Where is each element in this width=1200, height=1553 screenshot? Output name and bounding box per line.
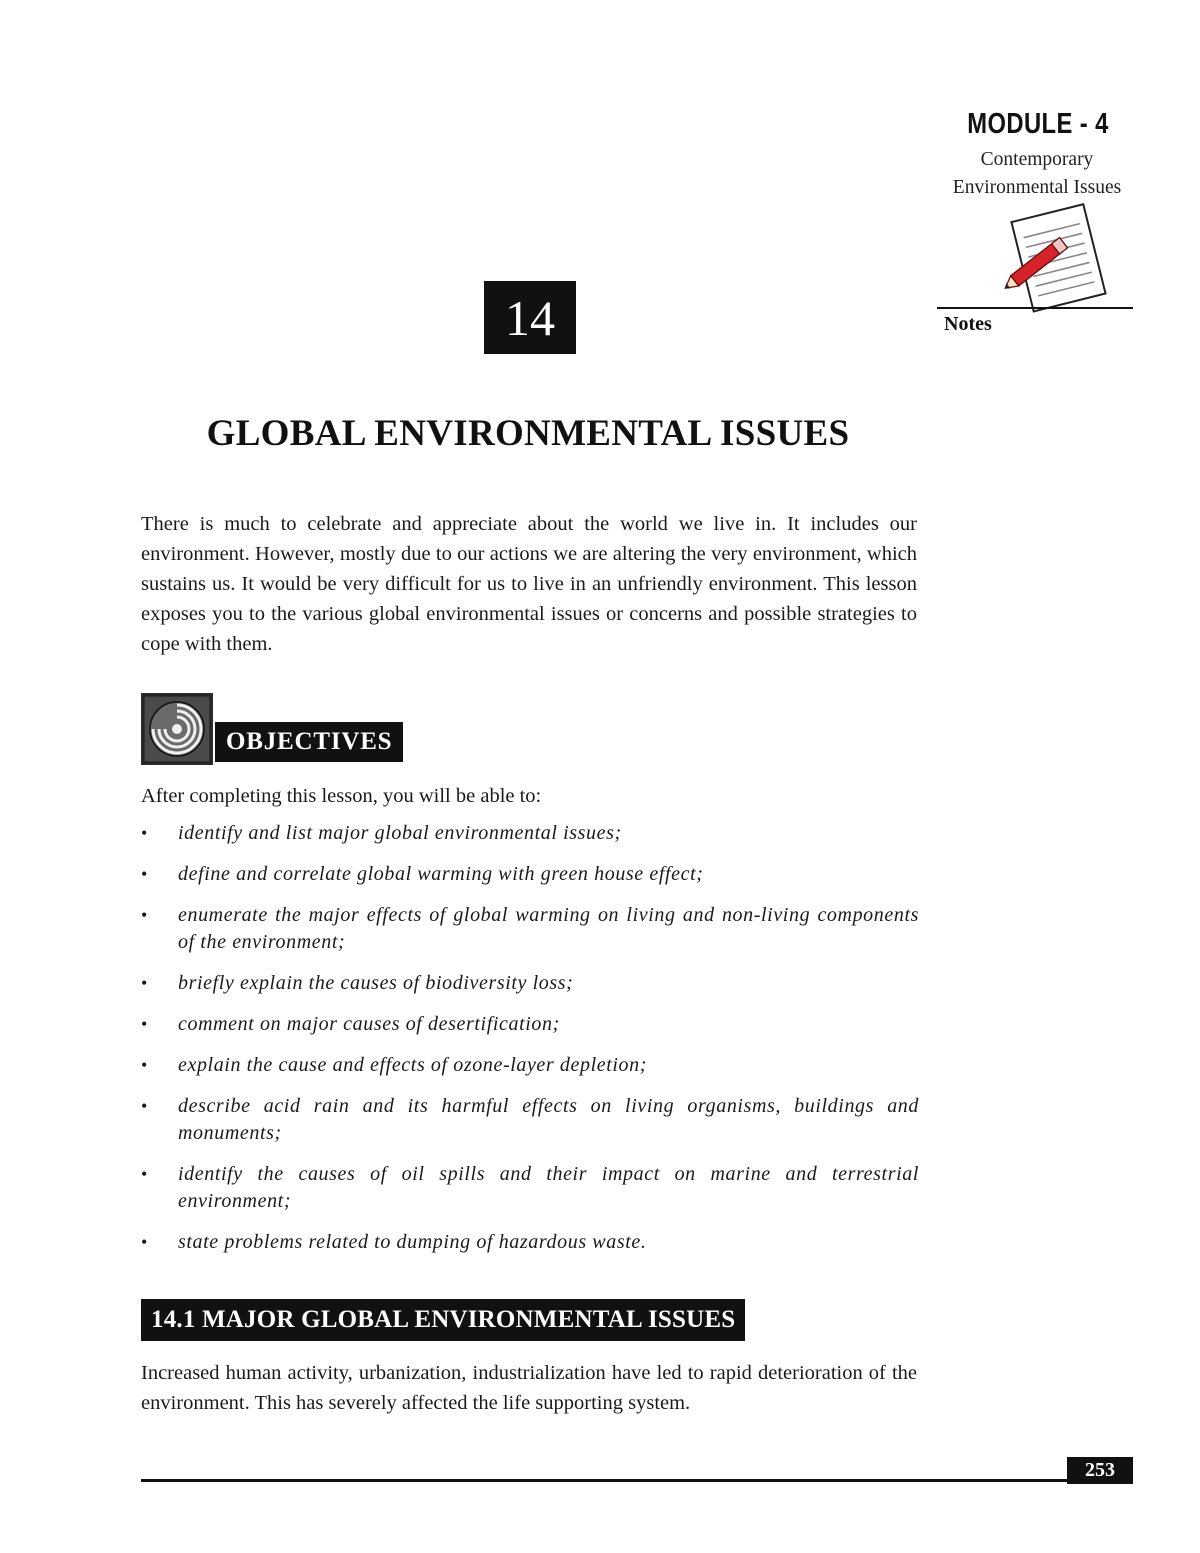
chapter-number: 14	[505, 289, 555, 346]
list-item: • enumerate the major effects of global warming on living and non-living components of the environment;	[141, 904, 919, 953]
module-subtitle-line2: Environmental Issues	[952, 177, 1122, 198]
target-spiral-icon	[141, 693, 213, 765]
bullet-icon: •	[141, 864, 148, 884]
bullet-icon: •	[141, 905, 148, 925]
module-subtitle-line1: Contemporary	[980, 149, 1094, 170]
notepad-with-pencil-icon	[998, 200, 1116, 318]
bullet-icon: •	[141, 1055, 148, 1075]
list-item: • define and correlate global warming with green house effect;	[141, 861, 919, 888]
footer-rule	[141, 1479, 1133, 1482]
list-item: • briefly explain the causes of biodiversity loss;	[141, 970, 919, 997]
list-item: • state problems related to dumping of hazardous waste.	[141, 1229, 919, 1256]
section-paragraph: Increased human activity, urbanization, industrialization have led to rapid deterioration of the environment. This has severely affected the life supporting system.	[141, 1362, 917, 1414]
bullet-icon: •	[141, 1096, 148, 1116]
bullet-icon: •	[141, 1164, 148, 1184]
list-item: • identify the causes of oil spills and their impact on marine and terrestrial environment;	[141, 1163, 919, 1212]
notes-divider	[937, 307, 1133, 309]
intro-paragraph: There is much to celebrate and appreciate about the world we live in. It includes our environment. However, mostly due to our actions we are altering the very environment, which sustains us. It would be very difficult for us to live in an unfriendly environment. This lesson exposes you to the various global environmental issues or concerns and possible strategies to cope with them.	[141, 513, 917, 655]
notes-label: Notes	[944, 313, 992, 335]
bullet-icon: •	[141, 1232, 148, 1252]
bullet-icon: •	[141, 823, 148, 843]
bullet-icon: •	[141, 1014, 148, 1034]
page-number: 253	[1067, 1457, 1133, 1484]
list-item: • describe acid rain and its harmful effects on living organisms, buildings and monuments;	[141, 1095, 919, 1144]
module-title: MODULE - 4	[967, 108, 1109, 140]
objectives-lead: After completing this lesson, you will be able to:	[141, 785, 542, 807]
chapter-number-box	[484, 281, 576, 354]
objectives-heading: OBJECTIVES	[215, 722, 403, 762]
list-item: • identify and list major global environmental issues;	[141, 820, 919, 847]
list-item: • comment on major causes of desertification;	[141, 1011, 919, 1038]
module-subtitle	[930, 146, 1144, 202]
objectives-list	[141, 820, 919, 1270]
list-item: • explain the cause and effects of ozone-layer depletion;	[141, 1052, 919, 1079]
section-heading: 14.1 MAJOR GLOBAL ENVIRONMENTAL ISSUES	[141, 1299, 745, 1341]
bullet-icon: •	[141, 973, 148, 993]
lesson-title: GLOBAL ENVIRONMENTAL ISSUES	[206, 413, 850, 454]
